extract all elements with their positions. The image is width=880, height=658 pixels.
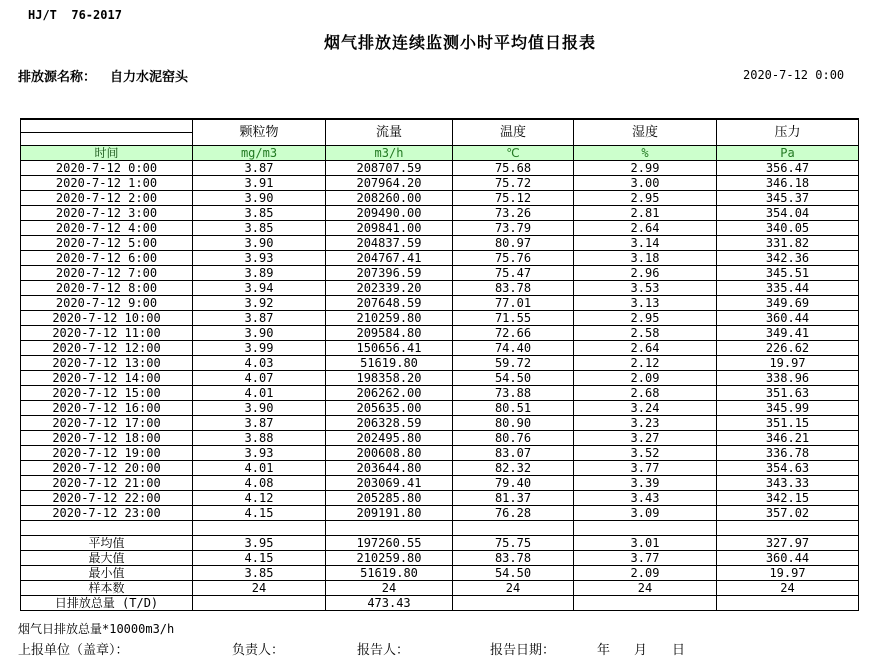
column-header-temperature: 温度 bbox=[453, 119, 574, 146]
time-cell: 2020-7-12 1:00 bbox=[21, 176, 193, 191]
value-cell: 354.04 bbox=[717, 206, 859, 221]
value-cell bbox=[453, 596, 574, 611]
header-blank-cell bbox=[21, 119, 193, 133]
value-cell: 79.40 bbox=[453, 476, 574, 491]
value-cell: 210259.80 bbox=[326, 551, 453, 566]
value-cell: 3.93 bbox=[193, 251, 326, 266]
value-cell bbox=[574, 521, 717, 536]
time-cell: 2020-7-12 8:00 bbox=[21, 281, 193, 296]
time-cell: 2020-7-12 21:00 bbox=[21, 476, 193, 491]
reporter-label: 报告人： bbox=[357, 643, 410, 658]
value-cell: 75.47 bbox=[453, 266, 574, 281]
value-cell: 205285.80 bbox=[326, 491, 453, 506]
value-cell: 346.18 bbox=[717, 176, 859, 191]
value-cell: 51619.80 bbox=[326, 356, 453, 371]
unit-row bbox=[21, 146, 859, 161]
value-cell bbox=[193, 521, 326, 536]
value-cell: 4.01 bbox=[193, 461, 326, 476]
time-cell: 2020-7-12 4:00 bbox=[21, 221, 193, 236]
value-cell: 3.14 bbox=[574, 236, 717, 251]
page-title: 烟气排放连续监测小时平均值日报表 bbox=[323, 33, 596, 52]
value-cell: 2.95 bbox=[574, 311, 717, 326]
hourly-row bbox=[21, 386, 859, 401]
value-cell: 74.40 bbox=[453, 341, 574, 356]
value-cell: 206328.59 bbox=[326, 416, 453, 431]
value-cell: 24 bbox=[193, 581, 326, 596]
value-cell: 2.09 bbox=[574, 566, 717, 581]
value-cell: 346.21 bbox=[717, 431, 859, 446]
responsible-person-label: 负责人： bbox=[232, 643, 285, 658]
value-cell: 4.03 bbox=[193, 356, 326, 371]
value-cell: 360.44 bbox=[717, 311, 859, 326]
value-cell: 343.33 bbox=[717, 476, 859, 491]
time-cell: 2020-7-12 20:00 bbox=[21, 461, 193, 476]
value-cell: 3.93 bbox=[193, 446, 326, 461]
value-cell: 75.68 bbox=[453, 161, 574, 176]
value-cell: 3.87 bbox=[193, 311, 326, 326]
value-cell: 2.96 bbox=[574, 266, 717, 281]
value-cell: 340.05 bbox=[717, 221, 859, 236]
time-cell: 2020-7-12 17:00 bbox=[21, 416, 193, 431]
value-cell: 3.90 bbox=[193, 236, 326, 251]
value-cell: 3.85 bbox=[193, 221, 326, 236]
hourly-row bbox=[21, 281, 859, 296]
hourly-row bbox=[21, 236, 859, 251]
hourly-row bbox=[21, 431, 859, 446]
unit-humidity: % bbox=[574, 146, 717, 161]
hourly-row bbox=[21, 446, 859, 461]
value-cell: 210259.80 bbox=[326, 311, 453, 326]
value-cell: 83.78 bbox=[453, 281, 574, 296]
value-cell: 205635.00 bbox=[326, 401, 453, 416]
hourly-row bbox=[21, 326, 859, 341]
summary-label-cell: 平均值 bbox=[21, 536, 193, 551]
column-header-flow: 流量 bbox=[326, 119, 453, 146]
value-cell: 226.62 bbox=[717, 341, 859, 356]
value-cell: 3.89 bbox=[193, 266, 326, 281]
time-cell: 2020-7-12 14:00 bbox=[21, 371, 193, 386]
value-cell: 80.51 bbox=[453, 401, 574, 416]
header-blank-cell bbox=[21, 133, 193, 146]
value-cell bbox=[326, 521, 453, 536]
report-unit-label: 上报单位（盖章）： bbox=[18, 643, 129, 658]
hourly-row bbox=[21, 191, 859, 206]
value-cell: 3.23 bbox=[574, 416, 717, 431]
summary-label-cell: 最小值 bbox=[21, 566, 193, 581]
value-cell: 3.77 bbox=[574, 551, 717, 566]
hourly-row bbox=[21, 506, 859, 521]
value-cell: 75.75 bbox=[453, 536, 574, 551]
hourly-row bbox=[21, 491, 859, 506]
value-cell: 2.58 bbox=[574, 326, 717, 341]
value-cell: 73.26 bbox=[453, 206, 574, 221]
value-cell: 80.97 bbox=[453, 236, 574, 251]
value-cell: 76.28 bbox=[453, 506, 574, 521]
value-cell: 73.88 bbox=[453, 386, 574, 401]
value-cell: 3.87 bbox=[193, 416, 326, 431]
value-cell: 3.43 bbox=[574, 491, 717, 506]
value-cell bbox=[717, 596, 859, 611]
value-cell: 349.69 bbox=[717, 296, 859, 311]
value-cell: 3.92 bbox=[193, 296, 326, 311]
value-cell: 345.99 bbox=[717, 401, 859, 416]
value-cell: 71.55 bbox=[453, 311, 574, 326]
value-cell: 81.37 bbox=[453, 491, 574, 506]
value-cell: 357.02 bbox=[717, 506, 859, 521]
value-cell: 4.15 bbox=[193, 551, 326, 566]
value-cell: 75.12 bbox=[453, 191, 574, 206]
summary-row bbox=[21, 596, 859, 611]
value-cell: 208260.00 bbox=[326, 191, 453, 206]
column-header-pressure: 压力 bbox=[717, 119, 859, 146]
value-cell: 349.41 bbox=[717, 326, 859, 341]
value-cell: 2.81 bbox=[574, 206, 717, 221]
time-cell: 2020-7-12 11:00 bbox=[21, 326, 193, 341]
unit-pressure: Pa bbox=[717, 146, 859, 161]
hourly-row bbox=[21, 296, 859, 311]
value-cell: 202495.80 bbox=[326, 431, 453, 446]
value-cell: 208707.59 bbox=[326, 161, 453, 176]
value-cell: 338.96 bbox=[717, 371, 859, 386]
value-cell: 24 bbox=[574, 581, 717, 596]
unit-particulate: mg/m3 bbox=[193, 146, 326, 161]
value-cell: 3.52 bbox=[574, 446, 717, 461]
value-cell: 209191.80 bbox=[326, 506, 453, 521]
hourly-row bbox=[21, 161, 859, 176]
time-cell: 2020-7-12 15:00 bbox=[21, 386, 193, 401]
hourly-row bbox=[21, 206, 859, 221]
value-cell: 335.44 bbox=[717, 281, 859, 296]
data-rows bbox=[21, 161, 859, 521]
value-cell: 3.09 bbox=[574, 506, 717, 521]
value-cell bbox=[574, 596, 717, 611]
value-cell: 4.07 bbox=[193, 371, 326, 386]
value-cell: 3.39 bbox=[574, 476, 717, 491]
value-cell: 197260.55 bbox=[326, 536, 453, 551]
value-cell: 3.91 bbox=[193, 176, 326, 191]
value-cell: 24 bbox=[717, 581, 859, 596]
time-cell: 2020-7-12 6:00 bbox=[21, 251, 193, 266]
report-date-label: 报告日期： bbox=[490, 643, 556, 658]
value-cell: 345.51 bbox=[717, 266, 859, 281]
report-datetime: 2020-7-12 0:00 bbox=[743, 68, 845, 82]
value-cell: 51619.80 bbox=[326, 566, 453, 581]
summary-label-cell: 最大值 bbox=[21, 551, 193, 566]
hourly-row bbox=[21, 251, 859, 266]
value-cell: 75.76 bbox=[453, 251, 574, 266]
time-cell: 2020-7-12 10:00 bbox=[21, 311, 193, 326]
header-row-1 bbox=[21, 119, 859, 133]
value-cell: 200608.80 bbox=[326, 446, 453, 461]
value-cell: 2.99 bbox=[574, 161, 717, 176]
value-cell: 356.47 bbox=[717, 161, 859, 176]
value-cell: 54.50 bbox=[453, 371, 574, 386]
value-cell: 3.00 bbox=[574, 176, 717, 191]
value-cell: 59.72 bbox=[453, 356, 574, 371]
value-cell: 204837.59 bbox=[326, 236, 453, 251]
value-cell: 80.76 bbox=[453, 431, 574, 446]
value-cell: 3.85 bbox=[193, 566, 326, 581]
value-cell: 83.78 bbox=[453, 551, 574, 566]
column-header-humidity: 湿度 bbox=[574, 119, 717, 146]
value-cell: 203069.41 bbox=[326, 476, 453, 491]
time-cell: 2020-7-12 7:00 bbox=[21, 266, 193, 281]
hourly-row bbox=[21, 461, 859, 476]
time-cell: 2020-7-12 12:00 bbox=[21, 341, 193, 356]
value-cell: 206262.00 bbox=[326, 386, 453, 401]
value-cell: 24 bbox=[453, 581, 574, 596]
time-cell: 2020-7-12 18:00 bbox=[21, 431, 193, 446]
value-cell: 3.90 bbox=[193, 326, 326, 341]
emission-source-line bbox=[18, 66, 188, 85]
value-cell: 204767.41 bbox=[326, 251, 453, 266]
value-cell: 54.50 bbox=[453, 566, 574, 581]
value-cell: 3.94 bbox=[193, 281, 326, 296]
value-cell: 360.44 bbox=[717, 551, 859, 566]
value-cell: 2.09 bbox=[574, 371, 717, 386]
summary-row bbox=[21, 551, 859, 566]
hourly-row bbox=[21, 341, 859, 356]
value-cell: 3.90 bbox=[193, 191, 326, 206]
hourly-row bbox=[21, 356, 859, 371]
value-cell: 4.08 bbox=[193, 476, 326, 491]
value-cell: 354.63 bbox=[717, 461, 859, 476]
value-cell: 80.90 bbox=[453, 416, 574, 431]
value-cell: 72.66 bbox=[453, 326, 574, 341]
day-label: 日 bbox=[672, 643, 686, 658]
value-cell: 198358.20 bbox=[326, 371, 453, 386]
value-cell: 2.95 bbox=[574, 191, 717, 206]
summary-label-cell: 样本数 bbox=[21, 581, 193, 596]
hourly-row bbox=[21, 311, 859, 326]
value-cell: 4.12 bbox=[193, 491, 326, 506]
value-cell: 2.64 bbox=[574, 221, 717, 236]
value-cell: 77.01 bbox=[453, 296, 574, 311]
value-cell: 202339.20 bbox=[326, 281, 453, 296]
time-cell: 2020-7-12 2:00 bbox=[21, 191, 193, 206]
value-cell: 342.36 bbox=[717, 251, 859, 266]
time-cell: 2020-7-12 5:00 bbox=[21, 236, 193, 251]
value-cell: 2.12 bbox=[574, 356, 717, 371]
hourly-row bbox=[21, 266, 859, 281]
value-cell: 3.95 bbox=[193, 536, 326, 551]
time-cell: 2020-7-12 3:00 bbox=[21, 206, 193, 221]
summary-row bbox=[21, 581, 859, 596]
standard-number: HJ/T 76-2017 bbox=[28, 8, 122, 22]
time-cell: 2020-7-12 19:00 bbox=[21, 446, 193, 461]
value-cell: 342.15 bbox=[717, 491, 859, 506]
value-cell: 2.68 bbox=[574, 386, 717, 401]
value-cell: 3.01 bbox=[574, 536, 717, 551]
value-cell: 209841.00 bbox=[326, 221, 453, 236]
time-cell: 2020-7-12 0:00 bbox=[21, 161, 193, 176]
hourly-row bbox=[21, 401, 859, 416]
month-label: 月 bbox=[634, 643, 648, 658]
value-cell: 207648.59 bbox=[326, 296, 453, 311]
year-label: 年 bbox=[597, 643, 611, 658]
time-column-header: 时间 bbox=[21, 146, 193, 161]
value-cell: 4.15 bbox=[193, 506, 326, 521]
value-cell bbox=[193, 596, 326, 611]
value-cell bbox=[453, 521, 574, 536]
unit-temperature: ℃ bbox=[453, 146, 574, 161]
value-cell: 345.37 bbox=[717, 191, 859, 206]
hourly-row bbox=[21, 476, 859, 491]
value-cell: 19.97 bbox=[717, 356, 859, 371]
time-cell: 2020-7-12 22:00 bbox=[21, 491, 193, 506]
value-cell: 75.72 bbox=[453, 176, 574, 191]
value-cell: 73.79 bbox=[453, 221, 574, 236]
value-cell: 3.77 bbox=[574, 461, 717, 476]
hourly-row bbox=[21, 416, 859, 431]
value-cell bbox=[717, 521, 859, 536]
value-cell: 3.85 bbox=[193, 206, 326, 221]
hourly-row bbox=[21, 176, 859, 191]
spacer-row bbox=[21, 521, 859, 536]
value-cell: 2.64 bbox=[574, 341, 717, 356]
value-cell: 207964.20 bbox=[326, 176, 453, 191]
summary-label-cell: 日排放总量 (T/D) bbox=[21, 596, 193, 611]
footer-note: 烟气日排放总量*10000m3/h bbox=[18, 622, 175, 636]
hourly-report-table bbox=[20, 118, 859, 611]
value-cell: 19.97 bbox=[717, 566, 859, 581]
value-cell: 203644.80 bbox=[326, 461, 453, 476]
value-cell: 82.32 bbox=[453, 461, 574, 476]
value-cell: 351.63 bbox=[717, 386, 859, 401]
hourly-row bbox=[21, 371, 859, 386]
value-cell: 331.82 bbox=[717, 236, 859, 251]
value-cell: 3.24 bbox=[574, 401, 717, 416]
value-cell: 351.15 bbox=[717, 416, 859, 431]
time-cell: 2020-7-12 23:00 bbox=[21, 506, 193, 521]
value-cell: 3.87 bbox=[193, 161, 326, 176]
column-header-particulate: 颗粒物 bbox=[193, 119, 326, 146]
spacer-cell bbox=[21, 521, 193, 536]
value-cell: 336.78 bbox=[717, 446, 859, 461]
summary-rows bbox=[21, 521, 859, 611]
value-cell: 3.53 bbox=[574, 281, 717, 296]
unit-flow: m3/h bbox=[326, 146, 453, 161]
value-cell: 3.27 bbox=[574, 431, 717, 446]
emission-source-label: 排放源名称： bbox=[18, 70, 97, 85]
value-cell: 83.07 bbox=[453, 446, 574, 461]
value-cell: 209584.80 bbox=[326, 326, 453, 341]
value-cell: 3.88 bbox=[193, 431, 326, 446]
value-cell: 3.13 bbox=[574, 296, 717, 311]
value-cell: 473.43 bbox=[326, 596, 453, 611]
summary-row bbox=[21, 566, 859, 581]
value-cell: 209490.00 bbox=[326, 206, 453, 221]
time-cell: 2020-7-12 16:00 bbox=[21, 401, 193, 416]
value-cell: 207396.59 bbox=[326, 266, 453, 281]
value-cell: 327.97 bbox=[717, 536, 859, 551]
summary-row bbox=[21, 536, 859, 551]
time-cell: 2020-7-12 13:00 bbox=[21, 356, 193, 371]
value-cell: 3.90 bbox=[193, 401, 326, 416]
time-cell: 2020-7-12 9:00 bbox=[21, 296, 193, 311]
value-cell: 3.18 bbox=[574, 251, 717, 266]
emission-source-value: 自力水泥窑头 bbox=[110, 70, 189, 85]
value-cell: 4.01 bbox=[193, 386, 326, 401]
hourly-row bbox=[21, 221, 859, 236]
value-cell: 3.99 bbox=[193, 341, 326, 356]
value-cell: 24 bbox=[326, 581, 453, 596]
value-cell: 150656.41 bbox=[326, 341, 453, 356]
